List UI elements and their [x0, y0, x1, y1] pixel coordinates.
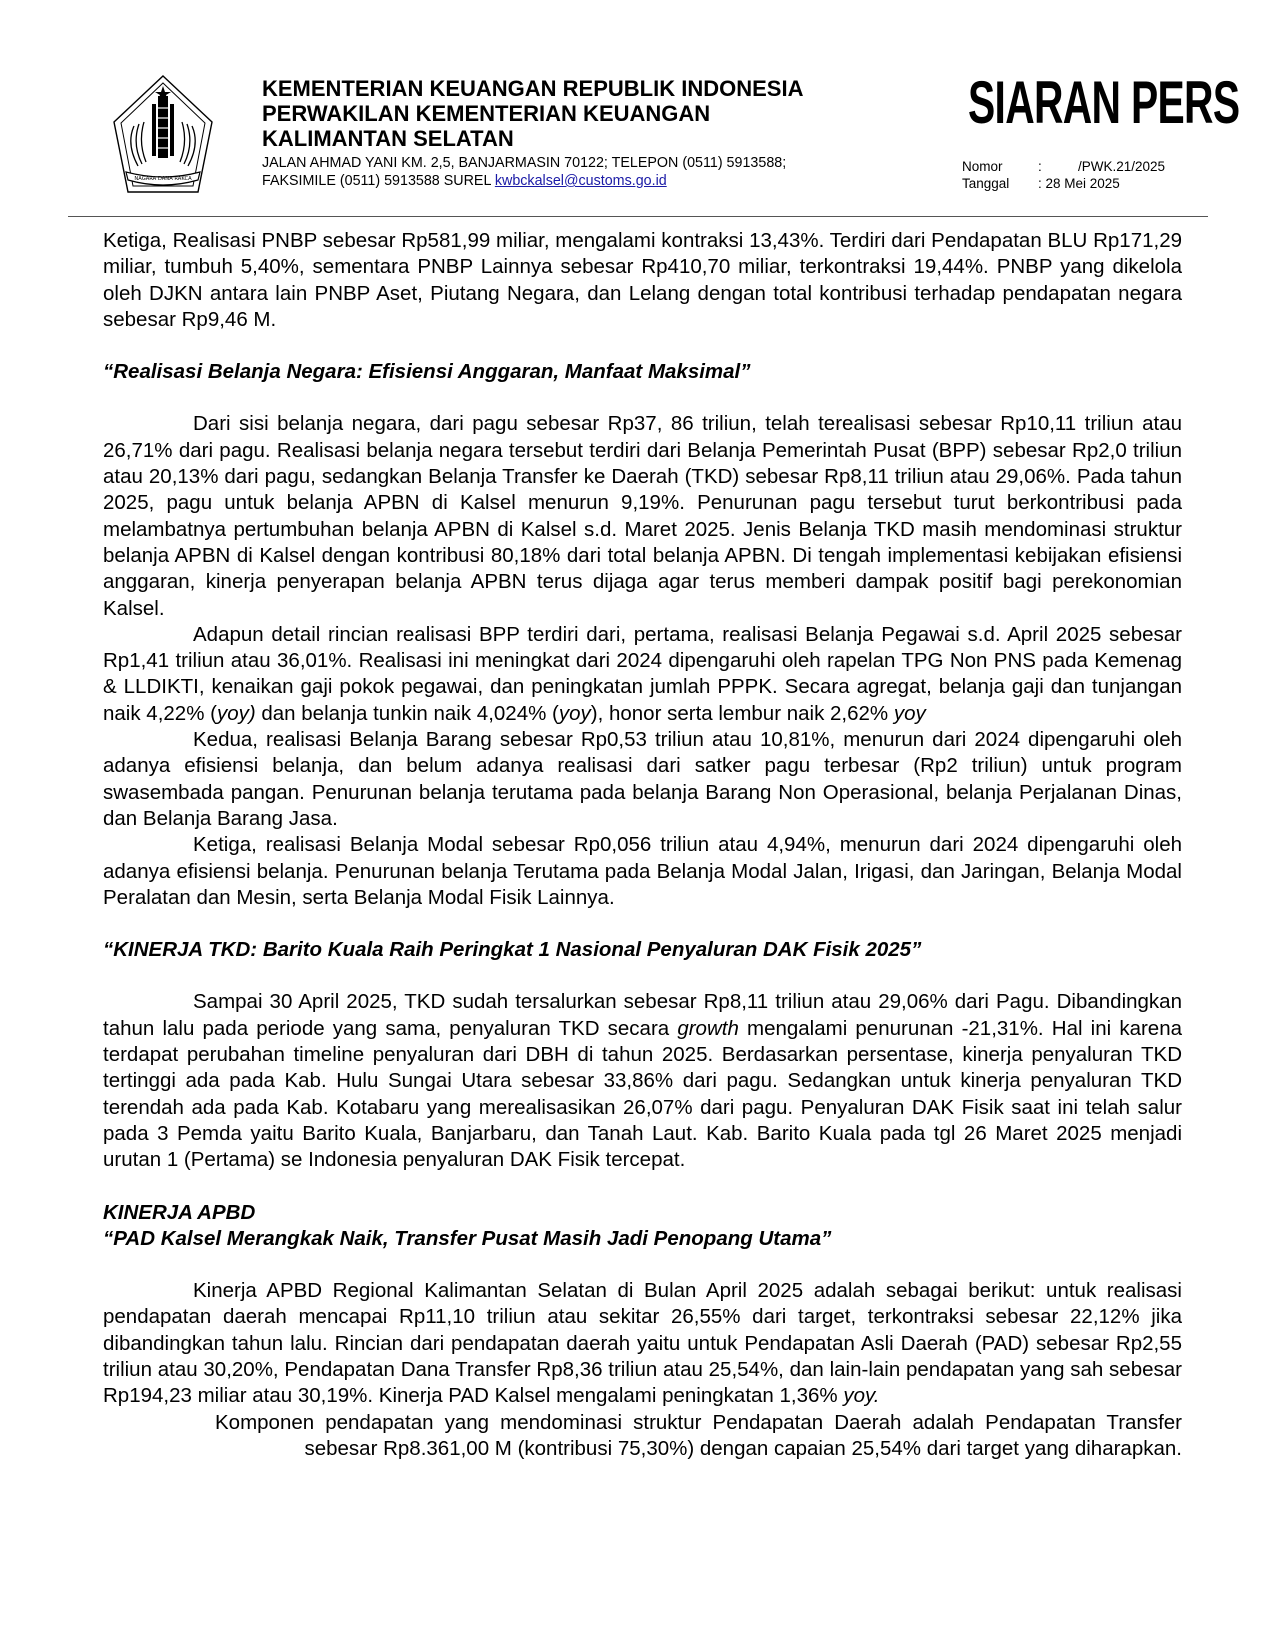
- tanggal-value: : 28 Mei 2025: [1038, 176, 1120, 191]
- yoy-italic-1: yoy): [216, 701, 256, 725]
- yoy-italic-3: yoy: [893, 701, 926, 725]
- header-divider: [68, 216, 1208, 217]
- paragraph-belanja-pegawai-text-3: ), honor serta lembur naik 2,62%: [590, 701, 894, 725]
- paragraph-belanja-pegawai: [103, 622, 1182, 727]
- paragraph-apbd-text: Kinerja APBD Regional Kalimantan Selatan di Bulan April 2025 adalah sebagai berikut: untuk realisasi pendapatan daerah mencapai Rp11,10 triliun atau sekitar 26,55% dari target, terkontraksi sebesar 22,12% jika dibandingkan tahun lalu. Rincian dari pendapatan daerah yaitu untuk Pendapatan Asli Daerah (PAD) sebesar Rp2,55 triliun atau 30,20%, Pendapatan Dana Transfer Rp8,36 triliun atau 25,54%, dan lain-lain pendapatan yang sah sebesar Rp194,23 miliar atau 30,19%. Kinerja PAD Kalsel mengalami peningkatan 1,36%: [103, 1279, 1182, 1408]
- paragraph-belanja-barang: Kedua, realisasi Belanja Barang sebesar Rp0,53 triliun atau 10,81%, menurun dari 2024 dipengaruhi oleh adanya efisiensi belanja, dan belum adanya realisasi dari satker pagu terbesar (Rp2 triliun) untuk program swasembada pangan. Penurunan belanja terutama pada belanja Barang Non Operasional, belanja Perjalanan Dinas, dan Belanja Barang Jasa.: [103, 728, 1182, 830]
- growth-italic: growth: [677, 1016, 739, 1040]
- nomor-colon: :: [1038, 159, 1042, 174]
- nomor-label: Nomor: [962, 159, 1003, 174]
- yoy-italic-4: yoy.: [843, 1384, 880, 1408]
- email-link[interactable]: kwbckalsel@customs.go.id: [494, 173, 667, 189]
- document-body: [103, 228, 1182, 1462]
- heading-kinerja-apbd: KINERJA APBD: [103, 1200, 256, 1224]
- fax-label: FAKSIMILE (0511) 5913588 SUREL: [262, 173, 495, 189]
- paragraph-kinerja-tkd: [103, 989, 1182, 1173]
- paragraph-tkd-text: Sampai 30 April 2025, TKD sudah tersalurkan sebesar Rp8,11 triliun atau 29,06% dari Pagu. Dibandingkan tahun lalu pada periode yang sama, penyaluran TKD secara: [103, 990, 1182, 1040]
- document-meta: [962, 158, 1165, 192]
- paragraph-belanja-modal: Ketiga, realisasi Belanja Modal sebesar Rp0,056 triliun atau 4,94%, menurun dari 2024 dipengaruhi oleh adanya efisiensi belanja. Penurunan belanja Terutama pada Belanja Modal Jalan, Irigasi, dan Jaringan, Belanja Modal Peralatan dan Mesin, serta Belanja Modal Fisik Lainnya.: [103, 833, 1182, 909]
- paragraph-belanja-negara: Dari sisi belanja negara, dari pagu sebesar Rp37, 86 triliun, telah terealisasi sebesar Rp10,11 triliun atau 26,71% dari pagu. Realisasi belanja negara tersebut terdiri dari Belanja Pemerintah Pusat (BPP) sebesar Rp2,0 triliun atau 20,13% dari pagu, sedangkan Belanja Transfer ke Daerah (TKD) sebesar Rp8,11 triliun atau 29,06%. Pada tahun 2025, pagu untuk belanja APBN di Kalsel menurun 9,19%. Penurunan pagu tersebut turut berkontribusi pada melambatnya pertumbuhan belanja APBN di Kalsel s.d. Maret 2025. Jenis Belanja TKD masih mendominasi struktur belanja APBN di Kalsel dengan kontribusi 80,18% dari total belanja APBN. Di tengah implementasi kebijakan efisiensi anggaran, kinerja penyerapan belanja APBN terus dijaga agar terus memberi dampak positif bagi perekonomian Kalsel.: [103, 412, 1182, 620]
- ministry-logo: [112, 74, 214, 198]
- paragraph-pnbp: Ketiga, Realisasi PNBP sebesar Rp581,99 miliar, mengalami kontraksi 13,43%. Terdiri dari Pendapatan BLU Rp171,29 miliar, tumbuh 5,40%, sementara PNBP Lainnya sebesar Rp410,70 miliar, terkontraksi 19,44%. PNBP yang dikelola oleh DJKN antara lain PNBP Aset, Piutang Negara, dan Lelang dengan total kontribusi terhadap pendapatan negara sebesar Rp9,46 M.: [103, 229, 1182, 331]
- paragraph-belanja-pegawai-text-2: dan belanja tunkin naik 4,024% (: [255, 701, 559, 725]
- paragraph-kinerja-apbd: [103, 1278, 1182, 1409]
- heading-belanja-negara: “Realisasi Belanja Negara: Efisiensi Anggaran, Manfaat Maksimal”: [103, 360, 751, 384]
- tanggal-row: [962, 175, 1165, 192]
- org-name-line3: KALIMANTAN SELATAN: [262, 126, 514, 151]
- heading-pad-kalsel: “PAD Kalsel Merangkak Naik, Transfer Pusat Masih Jadi Penopang Utama”: [103, 1226, 832, 1250]
- nomor-value: /PWK.21/2025: [1078, 159, 1166, 174]
- paragraph-pendapatan-transfer: Komponen pendapatan yang mendominasi struktur Pendapatan Daerah adalah Pendapatan Transfer sebesar Rp8.361,00 M (kontribusi 75,30%) dengan capaian 25,54% dari target yang diharapkan.: [215, 1410, 1182, 1460]
- org-name-line1: KEMENTERIAN KEUANGAN REPUBLIK INDONESIA: [262, 76, 804, 101]
- logo-ribbon-text: NAGARA DANA RAKCA: [134, 176, 192, 182]
- heading-kinerja-tkd: “KINERJA TKD: Barito Kuala Raih Peringkat 1 Nasional Penyaluran DAK Fisik 2025”: [103, 938, 922, 962]
- address-block: [262, 154, 922, 190]
- nomor-row: [962, 158, 1165, 175]
- tanggal-label: Tanggal: [962, 176, 1010, 191]
- yoy-italic-2: yoy: [558, 701, 591, 725]
- org-name-line2: PERWAKILAN KEMENTERIAN KEUANGAN: [262, 101, 711, 126]
- address-line1: JALAN AHMAD YANI KM. 2,5, BANJARMASIN 70122; TELEPON (0511) 5913588;: [262, 155, 787, 171]
- paragraph-belanja-pegawai-text: Adapun detail rincian realisasi BPP terdiri dari, pertama, realisasi Belanja Pegawai s.d. April 2025 sebesar Rp1,41 triliun atau 36,01%. Realisasi ini meningkat dari 2024 dipengaruhi oleh rapelan TPG Non PNS pada Kemenag & LLDIKTI, kenaikan gaji pokok pegawai, dan peningkatan jumlah PPPK. Secara agregat, belanja gaji dan tunjangan naik 4,22% (: [103, 622, 1182, 725]
- paragraph-tkd-text-2: mengalami penurunan -21,31%. Hal ini karena terdapat perubahan timeline penyaluran dari DBH di tahun 2025. Berdasarkan persentase, kinerja penyaluran TKD tertinggi ada pada Kab. Hulu Sungai Utara sebesar 33,86% dari pagu. Sedangkan untuk kinerja penyaluran TKD terendah ada pada Kab. Kotabaru yang merealisasikan 26,07% dari pagu. Penyaluran DAK Fisik saat ini telah salur pada 3 Pemda yaitu Barito Kuala, Banjarbaru, dan Tanah Laut. Kab. Barito Kuala pada tgl 26 Maret 2025 menjadi urutan 1 (Pertama) se Indonesia penyaluran DAK Fisik tercepat.: [103, 1016, 1182, 1172]
- press-release-title: SIARAN PERS: [968, 69, 1240, 136]
- address-line2: [262, 172, 922, 190]
- header-organization: [262, 76, 922, 190]
